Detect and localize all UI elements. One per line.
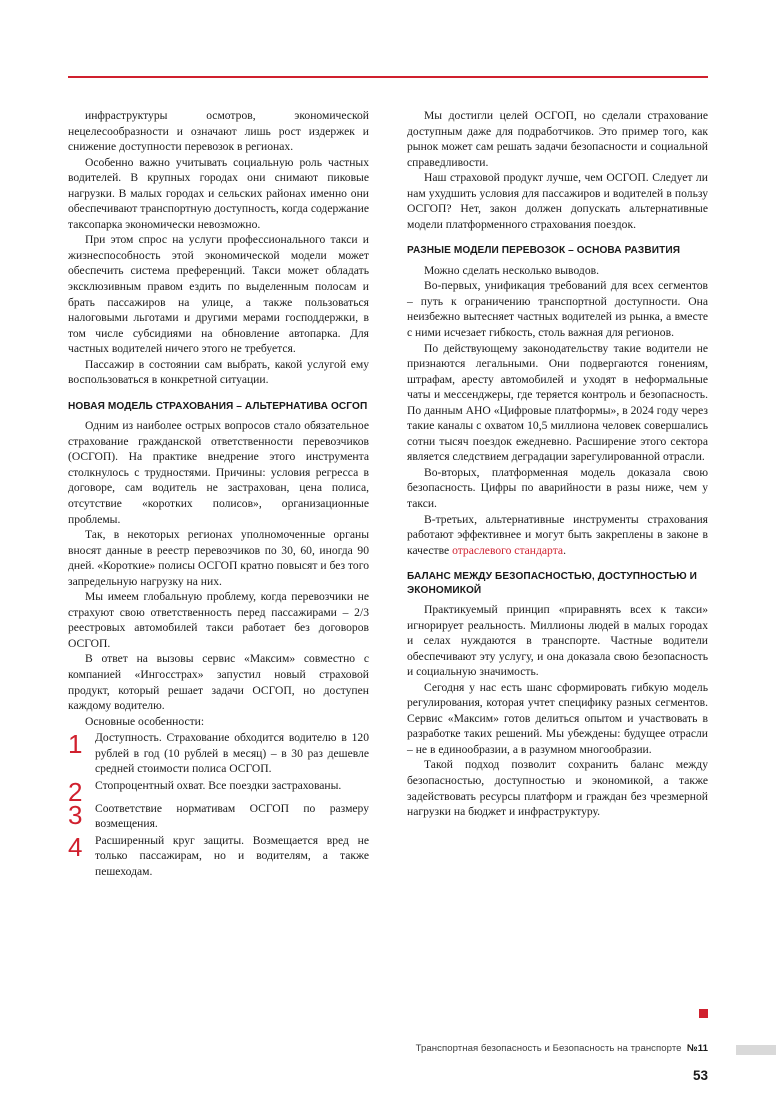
paragraph: Такой подход позволит сохранить баланс между безопасностью, доступностью и экономикой, а также задействовать ресурсы платформ и граждан без чрезмерной нагрузки на бюджет и инфраструктуру. bbox=[407, 758, 708, 819]
right-column bbox=[407, 108, 708, 1018]
page-footer bbox=[68, 1043, 776, 1059]
paragraph: инфраструктуры осмотров, экономической нецелесообразности и означают лишь рост издержек и снижение доступности перевозок в регионах. bbox=[68, 109, 369, 154]
end-of-article-marker bbox=[699, 1009, 708, 1018]
paragraph: Мы достигли целей ОСГОП, но сделали страхование доступным даже для подработчиков. Это пример того, как рынок может сам решать задачи безопасности и социальной справедливости. bbox=[407, 109, 708, 169]
list-item bbox=[68, 776, 369, 807]
list-item-text: Доступность. Страхование обходится водителю в 120 рублей в год (10 рублей в месяц) – в 30 раз дешевле средней стоимости полиса ОСГОП. bbox=[95, 731, 369, 776]
list-item-number: 2 bbox=[68, 776, 83, 807]
left-column bbox=[68, 108, 369, 1018]
footer-journal-title: Транспортная безопасность и Безопасность на транспорте bbox=[415, 1043, 682, 1054]
list-item-number: 4 bbox=[68, 831, 83, 862]
paragraph: По действующему законодательству такие водители не признаются легальными. Они подвергаются гонениям, штрафам, аресту автомобилей и уходят в неформальные чаты и мессенджеры, где теряется контроль и безопасность. По данным АНО «Цифровые платформы», в 2024 году через такие каналы с охватом 10,5 миллиона человек совершались сотни тысяч поездок ежедневно. Расширение этого сектора является следствием деградации зарегулированной отрасли. bbox=[407, 341, 708, 464]
spacer bbox=[407, 232, 708, 244]
paragraph-text-before: В-третьих, альтернативные инструменты страхования работают эффективнее и могут быть закреплены в законе в качестве bbox=[407, 512, 708, 557]
spacer bbox=[407, 558, 708, 570]
section-heading-insurance: НОВАЯ МОДЕЛЬ СТРАХОВАНИЯ – АЛЬТЕРНАТИВА ОСГОП bbox=[68, 400, 368, 412]
highlighted-term: отраслевого стандарта bbox=[452, 543, 564, 557]
paragraph: Мы имеем глобальную проблему, когда перевозчики не страхуют свою ответственность перед пассажирами – 2/3 реестровых автомобилей такси работает без договоров ОСГОП. bbox=[68, 590, 369, 650]
article-columns bbox=[68, 108, 708, 1018]
footer-decorative-bar bbox=[736, 1045, 776, 1055]
paragraph: В ответ на вызовы сервис «Максим» совместно с компанией «Ингосстрах» запустил новый страховой продукт, который решает задачи ОСГОП, но доступен каждому водителю. bbox=[68, 652, 369, 713]
footer-issue-number: №11 bbox=[687, 1043, 708, 1054]
header-rule bbox=[68, 76, 708, 78]
paragraph: Можно сделать несколько выводов. bbox=[424, 263, 599, 277]
list-item bbox=[68, 833, 369, 880]
paragraph: Пассажир в состоянии сам выбрать, какой услугой ему воспользоваться в конкретной ситуации. bbox=[68, 357, 369, 387]
paragraph: При этом спрос на услуги профессионального такси и жизнеспособность этой экономической модели может обеспечить система преференций. Такси может обладать эксклюзивным правом ездить по выделенным полосам и брать пассажиров на улице, а также пользоваться налоговыми льготами и другими мерами господдержки, в том числе субсидиями на обновление автопарка. Для частных водителей ничего этого не требуется. bbox=[68, 233, 369, 356]
paragraph-with-highlight bbox=[407, 512, 708, 559]
paragraph: Во-вторых, платформенная модель доказала свою безопасность. Цифры по аварийности в разы ниже, чем у такси. bbox=[407, 465, 708, 510]
paragraph: Практикуемый принцип «приравнять всех к такси» игнорирует реальность. Миллионы людей в малых городах и селах нуждаются в транспорте. Частные водители обеспечивают эту услугу, и она доказала свою безопасность и социальную значимость. bbox=[407, 602, 708, 679]
paragraph: Так, в некоторых регионах уполномоченные органы вносят данные в реестр перевозчиков по 30, 60, иногда 90 дней. «Короткие» полисы ОСГОП кратно повысят и без того запредельную нагрузку на них. bbox=[68, 528, 369, 588]
list-item-text: Расширенный круг защиты. Возмещается вред не только пассажирам, но и водителям, а также пешеходам. bbox=[95, 833, 369, 879]
section-heading-models: РАЗНЫЕ МОДЕЛИ ПЕРЕВОЗОК – ОСНОВА РАЗВИТИЯ bbox=[407, 245, 681, 257]
list-item-text: Соответствие нормативам ОСГОП по размеру возмещения. bbox=[95, 801, 369, 831]
paragraph: Основные особенности: bbox=[85, 714, 205, 728]
list-item bbox=[68, 801, 369, 832]
spacer bbox=[68, 388, 369, 400]
paragraph: Одним из наиболее острых вопросов стало обязательное страхование гражданской ответственности перевозчиков (ОСГОП). На практике внедрение этого инструмента столкнулось с трудностями. Причины: условия регресса в договоре, сам водитель не застрахован, цена полиса, отсутствие «коротких полисов», организационные проблемы. bbox=[68, 419, 369, 526]
list-item-text: Стопроцентный охват. Все поездки застрахованы. bbox=[95, 778, 342, 792]
list-item-number: 3 bbox=[68, 799, 83, 830]
numbered-list bbox=[68, 730, 369, 879]
page-number: 53 bbox=[692, 1068, 708, 1083]
paragraph-text-after: . bbox=[563, 543, 566, 557]
list-item bbox=[68, 730, 369, 777]
footer-journal-line bbox=[416, 1043, 708, 1054]
section-heading-balance: БАЛАНС МЕЖДУ БЕЗОПАСНОСТЬЮ, ДОСТУПНОСТЬЮ И ЭКОНОМИКОЙ bbox=[407, 571, 697, 596]
paragraph: Особенно важно учитывать социальную роль частных водителей. В крупных городах они снимают пиковые нагрузки. В малых городах и сельских районах именно они обеспечивают транспортную доступность, когда содержание таксопарка экономически невозможно. bbox=[68, 155, 369, 231]
paragraph: Наш страховой продукт лучше, чем ОСГОП. Следует ли нам ухудшить условия для пассажиров и водителей в пользу ОСГОП? Нет, закон должен допускать альтернативные модели платформенного страхования поездок. bbox=[407, 171, 708, 231]
paragraph: Сегодня у нас есть шанс сформировать гибкую модель регулирования, которая учтет специфику разных сегментов. Сервис «Максим» готов делиться опытом и участвовать в разработке таких решений. Мы убеждены: будущее отрасли – не в единообразии, а в разумном многообразии. bbox=[407, 680, 708, 756]
paragraph: Во-первых, унификация требований для всех сегментов – путь к ограничению транспортной доступности. Она неизбежно вытесняет частных водителей из рынка, а вместе с ними исчезает гибкость, столь важная для регионов. bbox=[407, 279, 708, 339]
list-item-number: 1 bbox=[68, 729, 83, 760]
